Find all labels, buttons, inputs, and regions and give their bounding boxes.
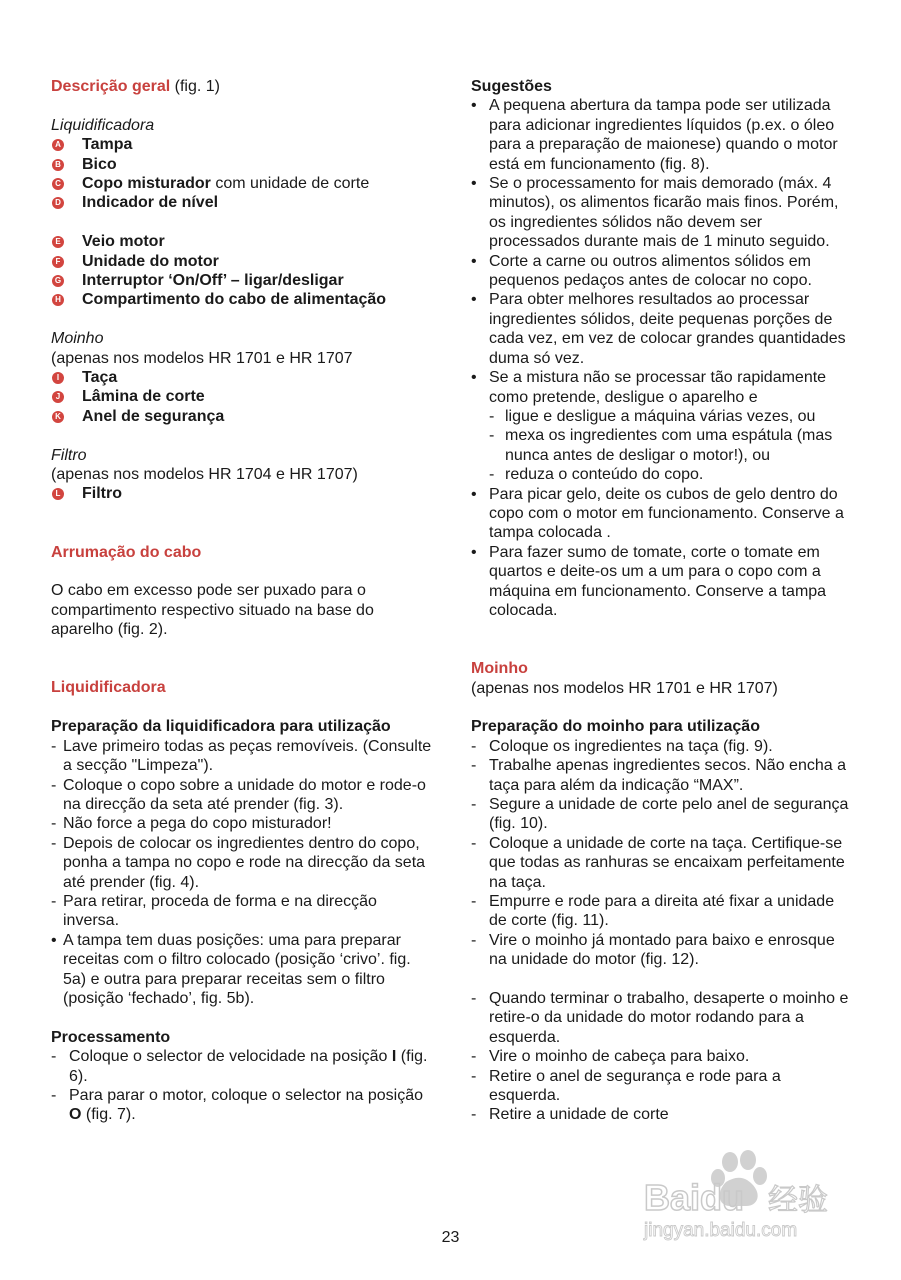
list-marker: •: [471, 543, 477, 561]
watermark-url: jingyan.baidu.com: [644, 1220, 798, 1241]
tips-list: [471, 96, 856, 407]
part-item: [51, 484, 436, 503]
list-marker: -: [471, 990, 477, 1008]
part-letter-badge: F: [52, 256, 64, 268]
list-text: Coloque os ingredientes na taça (fig. 9).: [489, 737, 773, 755]
part-item: [51, 193, 436, 212]
mill-section-heading: Moinho: [471, 660, 528, 678]
right-column: [471, 77, 856, 1125]
list-item: [51, 1047, 436, 1086]
part-letter-badge: J: [52, 391, 64, 403]
list-item: [471, 252, 856, 291]
list-text: Se a mistura não se processar tão rapidamente como pretende, desligue o aparelho e: [489, 369, 827, 406]
part-item: [51, 368, 436, 387]
blender-section-heading: Liquidificadora: [51, 679, 166, 697]
list-item: [489, 426, 856, 465]
list-text: Para retirar, proceda de forma e na direcção inversa.: [63, 892, 377, 930]
list-marker: •: [471, 175, 477, 193]
parts-list-blender: [51, 135, 436, 213]
parts-list-filter: [51, 484, 436, 503]
parts-list-mill: [51, 368, 436, 426]
page-number: 23: [441, 1229, 460, 1246]
list-marker: -: [51, 1048, 57, 1066]
list-text: A pequena abertura da tampa pode ser utilizada para adicionar ingredientes líquidos (p.ex. o óleo para a preparação de maionese) quando o motor está em funcionamento (fig. 8).: [489, 97, 838, 173]
part-item: [51, 252, 436, 271]
part-name: Compartimento do cabo de alimentação: [82, 291, 387, 309]
part-label: [82, 232, 165, 251]
list-marker: •: [471, 252, 477, 270]
part-letter-badge: H: [52, 294, 64, 306]
list-text: Vire o moinho já montado para baixo e enrosque na unidade do motor (fig. 12).: [489, 931, 835, 969]
list-marker: -: [51, 834, 57, 852]
list-marker: -: [51, 737, 57, 755]
list-marker: -: [51, 776, 57, 794]
part-label: [82, 290, 386, 309]
list-item: [51, 1086, 436, 1125]
part-name: Veio motor: [82, 233, 165, 251]
part-letter-badge: A: [52, 139, 64, 151]
processing-list: [51, 1047, 436, 1125]
part-name: Unidade do motor: [82, 252, 219, 270]
part-label: [82, 174, 369, 193]
part-item: [51, 155, 436, 174]
parts-list-motor: [51, 232, 436, 310]
part-letter-badge: C: [52, 178, 64, 190]
list-marker: -: [489, 407, 495, 425]
list-marker: •: [471, 485, 477, 503]
part-label: [82, 252, 219, 271]
selector-position: I: [391, 1048, 397, 1066]
part-name: Interruptor ‘On/Off’ – ligar/desligar: [82, 272, 344, 290]
list-item: [471, 543, 856, 621]
part-label: [82, 407, 224, 426]
text-part: (fig. 6).: [69, 1048, 428, 1085]
list-item: [51, 834, 436, 892]
processing-heading: Processamento: [51, 1028, 171, 1046]
list-item: [471, 795, 856, 834]
list-text: Retire o anel de segurança e rode para a esquerda.: [489, 1067, 781, 1105]
part-name: Tampa: [82, 136, 133, 154]
list-marker: -: [471, 796, 477, 813]
part-name: Taça: [82, 369, 118, 387]
part-item: [51, 232, 436, 251]
list-item: [471, 737, 856, 756]
list-text: Para obter melhores resultados ao processar ingredientes sólidos, deite pequenas porções de cada vez, em vez de colocar grandes quantidades duma só vez.: [489, 291, 846, 367]
part-label: [82, 135, 132, 154]
text-part: Para parar o motor, coloque o selector na posição: [69, 1086, 423, 1104]
part-letter-badge: I: [52, 372, 64, 384]
blender-prep-list: [51, 737, 436, 1009]
list-marker: -: [51, 815, 57, 833]
part-letter-badge: E: [52, 236, 64, 248]
list-item: [471, 290, 856, 368]
text-part: (fig. 7).: [81, 1106, 136, 1124]
watermark-brand: Baidu: [644, 1177, 745, 1218]
list-item: [51, 814, 436, 833]
part-label: [82, 271, 344, 290]
list-marker: -: [471, 757, 477, 775]
part-detail: com unidade de corte: [210, 175, 370, 193]
list-marker: -: [471, 737, 477, 755]
cord-storage-text: O cabo em excesso pode ser puxado para o compartimento respectivo situado na base do aparelho (fig. 2).: [51, 582, 374, 639]
part-name: Copo misturador: [82, 175, 211, 193]
list-marker: •: [471, 369, 477, 387]
list-item: [471, 892, 856, 931]
watermark-brand-cn: 经验: [768, 1183, 828, 1218]
list-text: mexa os ingredientes com uma espátula (mas nunca antes de desligar o motor!), ou: [505, 427, 833, 464]
list-text: Quando terminar o trabalho, desaperte o moinho e retire-o da unidade do motor rodando para a esquerda.: [489, 990, 849, 1046]
part-label: [82, 484, 122, 503]
part-name: Lâmina de corte: [82, 388, 205, 406]
part-item: [51, 290, 436, 309]
mill-label: Moinho: [51, 330, 104, 348]
part-name: Bico: [82, 155, 117, 173]
list-text: [69, 1047, 436, 1086]
list-marker: -: [471, 1106, 477, 1124]
filter-label: Filtro: [51, 446, 87, 464]
mill-prep-heading: Preparação do moinho para utilização: [471, 718, 760, 736]
list-item: [489, 465, 856, 484]
list-marker: -: [471, 834, 477, 852]
part-item: [51, 271, 436, 290]
part-label: [82, 368, 117, 387]
part-label: [82, 193, 218, 212]
part-name: Indicador de nível: [82, 194, 219, 212]
part-item: [51, 387, 436, 406]
list-item: [471, 485, 856, 543]
list-item: [471, 96, 856, 174]
list-marker: •: [471, 291, 477, 309]
list-text: Corte a carne ou outros alimentos sólidos em pequenos pedaços antes de colocar no copo.: [489, 252, 812, 290]
list-text: Segure a unidade de corte pelo anel de segurança (fig. 10).: [489, 796, 849, 833]
list-text: Coloque a unidade de corte na taça. Certifique-se que todas as ranhuras se encaixam perfeitamente na taça.: [489, 834, 845, 891]
list-text: [69, 1086, 436, 1125]
list-marker: -: [471, 893, 477, 911]
part-letter-badge: D: [52, 197, 64, 209]
list-text: Lave primeiro todas as peças removíveis. (Consulte a secção "Limpeza").: [63, 737, 432, 775]
list-text: Retire a unidade de corte: [489, 1106, 669, 1124]
list-item: [471, 1067, 856, 1106]
mill-section-models: (apenas nos modelos HR 1701 e HR 1707): [471, 679, 778, 697]
list-item: [471, 1047, 856, 1066]
list-text: Trabalhe apenas ingredientes secos. Não encha a taça para além da indicação “MAX”.: [489, 757, 846, 794]
left-column: [51, 77, 436, 1125]
list-item: [471, 834, 856, 892]
text-part: Coloque o selector de velocidade na posição: [69, 1048, 392, 1066]
list-text: ligue e desligue a máquina várias vezes, ou: [505, 407, 816, 425]
mill-prep-list: [471, 737, 856, 970]
mill-models-note: (apenas nos modelos HR 1701 e HR 1707: [51, 349, 353, 367]
list-item: [51, 776, 436, 815]
cord-storage-heading: Arrumação do cabo: [51, 543, 202, 561]
part-item: [51, 135, 436, 154]
list-item: [51, 892, 436, 931]
list-text: Não force a pega do copo misturador!: [63, 815, 332, 833]
list-item: [471, 368, 856, 407]
list-marker: -: [51, 1086, 57, 1104]
tips-list-continued: [471, 485, 856, 621]
list-marker: -: [489, 466, 495, 484]
blender-prep-heading: Preparação da liquidificadora para utilização: [51, 718, 391, 736]
part-letter-badge: B: [52, 159, 64, 171]
list-item: [471, 931, 856, 970]
list-text: Para fazer sumo de tomate, corte o tomate em quartos e deite-os um a um para o copo com a máquina em funcionamento. Conserve a tampa colocada.: [489, 543, 827, 619]
selector-position: O: [69, 1106, 82, 1124]
list-text: reduza o conteúdo do copo.: [505, 466, 704, 484]
list-item: [471, 989, 856, 1047]
list-marker: •: [51, 931, 57, 949]
list-marker: •: [471, 97, 477, 115]
list-text: Para picar gelo, deite os cubos de gelo dentro do copo com o motor em funcionamento. Conserve a tampa colocada .: [489, 485, 844, 542]
list-text: Depois de colocar os ingredientes dentro do copo, ponha a tampa no copo e rode na direcção da seta até prender (fig. 4).: [63, 834, 426, 891]
list-text: Vire o moinho de cabeça para baixo.: [489, 1048, 750, 1066]
list-item: [51, 931, 436, 1009]
list-marker: -: [471, 931, 477, 949]
part-item: [51, 174, 436, 193]
list-marker: -: [489, 427, 495, 445]
list-text: Se o processamento for mais demorado (máx. 4 minutos), os alimentos ficarão mais finos. Porém, os ingredientes sólidos não devem ser processados durante mais de 1 minuto seguido.: [489, 175, 839, 251]
list-text: Empurre e rode para a direita até fixar a unidade de corte (fig. 11).: [489, 893, 835, 930]
tips-sublist: [471, 407, 856, 485]
list-item: [51, 737, 436, 776]
overview-heading: Descrição geral (fig. 1): [51, 78, 220, 95]
part-item: [51, 407, 436, 426]
list-text: Coloque o copo sobre a unidade do motor e rode-o na direcção da seta até prender (fig. 3).: [63, 776, 426, 813]
tips-heading: Sugestões: [471, 78, 552, 95]
part-name: Anel de segurança: [82, 407, 225, 425]
baidu-watermark-logo: [640, 1148, 855, 1248]
mill-finish-list: [471, 989, 856, 1125]
list-item: [489, 407, 856, 426]
list-text: A tampa tem duas posições: uma para preparar receitas com o filtro colocado (posição ‘crivo’. fig. 5a) e outra para preparar receitas sem o filtro (posição ‘fechado’, fig. 5b).: [63, 931, 411, 1007]
list-item: [471, 1105, 856, 1124]
list-marker: -: [471, 1067, 477, 1085]
part-letter-badge: G: [52, 275, 64, 287]
part-letter-badge: K: [52, 411, 64, 423]
part-name: Filtro: [82, 485, 122, 503]
filter-models-note: (apenas nos modelos HR 1704 e HR 1707): [51, 466, 358, 484]
part-label: [82, 155, 117, 174]
blender-label: Liquidificadora: [51, 116, 155, 134]
part-letter-badge: L: [52, 488, 64, 500]
list-item: [471, 756, 856, 795]
list-item: [471, 174, 856, 252]
list-marker: -: [471, 1048, 477, 1066]
part-label: [82, 387, 205, 406]
list-marker: -: [51, 892, 57, 910]
